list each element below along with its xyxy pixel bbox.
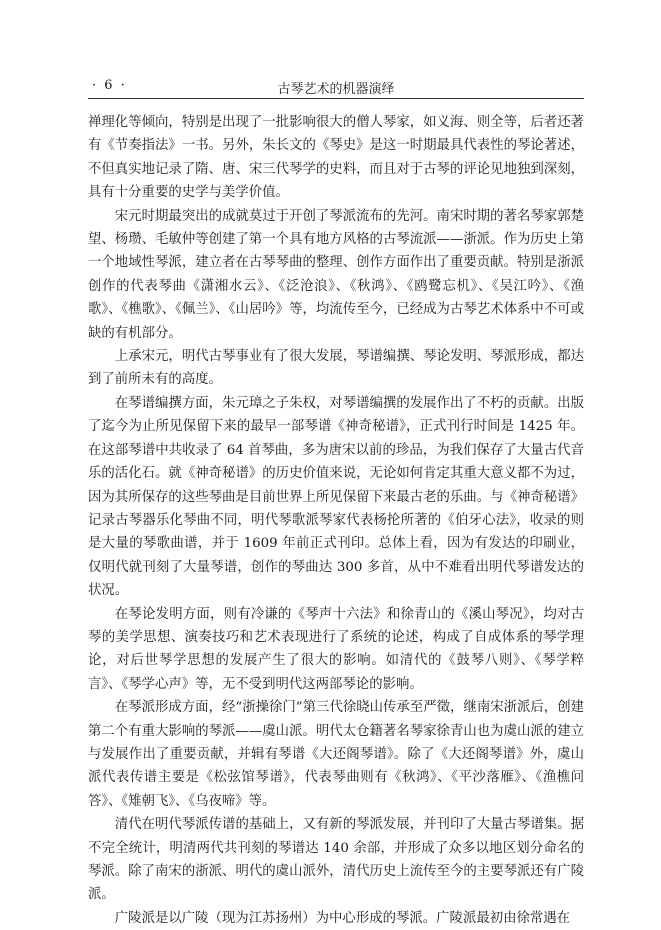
paragraph: 广陵派是以广陵（现为江苏扬州）为中心形成的琴派。广陵派最初由徐常遇在 [114,910,571,926]
body-text [88,111,584,930]
running-title: 古琴艺术的机器演绎 [277,82,395,97]
paragraph: 在琴论发明方面，则有冷谦的《琴声十六法》和徐青山的《溪山琴况》，均对古琴的美学思想、演奏技巧和艺术表现进行了系统的论述，构成了自成体系的琴学理论，对后世琴学思想的发展产生了很大的影响。如清代的《鼓琴八则》、《琴学粹言》、《琴学心声》等，无不受到明代这两部琴论的影响。 [88,606,584,692]
paragraph: 在琴派形成方面，经“浙操徐门”第三代徐晓山传承至严徵，继南宋浙派后，创建第二个有重大影响的琴派——虞山派。明代太仓籍著名琴家徐青山也为虞山派的建立与发展作出了重要贡献，并辑有琴谱《大还阁琴谱》。除了《大还阁琴谱》外，虞山派代表传谱主要是《松弦馆琴谱》，代表琴曲则有《秋鸿》、《平沙落雁》、《渔樵问答》、《雉朝飞》、《乌夜啼》等。 [88,700,584,809]
page-number: · 6 · [92,78,127,93]
paragraph: 禅理化等倾向，特别是出现了一批影响很大的僧人琴家，如义海、则全等，后者还著有《节奏指法》一书。另外，朱长文的《琴史》是这一时期最具代表性的琴论著述，不但真实地记录了隋、唐、宋三代琴学的史料，而且对于古琴的评论见地独到深刻，具有十分重要的史学与美学价值。 [88,115,584,201]
paragraph: 宋元时期最突出的成就莫过于开创了琴派流布的先河。南宋时期的著名琴家郭楚望、杨瓒、毛敏仲等创建了第一个具有地方风格的古琴流派——浙派。作为历史上第一个地域性琴派，建立者在古琴琴曲的整理、创作方面作出了重要贡献。特别是浙派创作的代表琴曲《潇湘水云》、《泛沧浪》、《秋鸿》、《鸥鹭忘机》、《吴江吟》、《渔歌》、《樵歌》、《佩兰》、《山居吟》等，均流传至今，已经成为古琴艺术体系中不可或缺的有机部分。 [88,208,584,341]
page-header [88,76,584,99]
book-page [88,76,584,930]
paragraph: 清代在明代琴派传谱的基础上，又有新的琴派发展，并刊印了大量古琴谱集。据不完全统计，明清两代共刊刻的琴谱达 140 余部，并形成了众多以地区划分命名的琴派。除了南宋的浙派、明代的虞山派外，清代历史上流传至今的主要琴派还有广陵派。 [88,817,584,903]
paragraph: 在琴谱编撰方面，朱元璋之子朱权，对琴谱编撰的发展作出了不朽的贡献。出版了迄今为止所见保留下来的最早一部琴谱《神奇秘谱》，正式刊行时间是 1425 年。在这部琴谱中共收录了 64 首琴曲，多为唐宋以前的珍品，为我们保存了大量古代音乐的活化石。就《神奇秘谱》的历史价值来说，无论如何肯定其重大意义都不为过，因为其所保存的这些琴曲是目前世界上所见保留下来最古老的乐曲。与《神奇秘谱》记录古琴器乐化琴曲不同，明代琴歌派琴家代表杨抡所著的《伯牙心法》，收录的则是大量的琴歌曲谱，并于 1609 年前正式刊印。总体上看，因为有发达的印刷业，仅明代就刊刻了大量琴谱，创作的琴曲达 300 多首，从中不难看出明代琴谱发达的状况。 [88,395,584,599]
paragraph: 上承宋元，明代古琴事业有了很大发展，琴谱编撰、琴论发明、琴派形成，都达到了前所未有的高度。 [88,349,584,388]
